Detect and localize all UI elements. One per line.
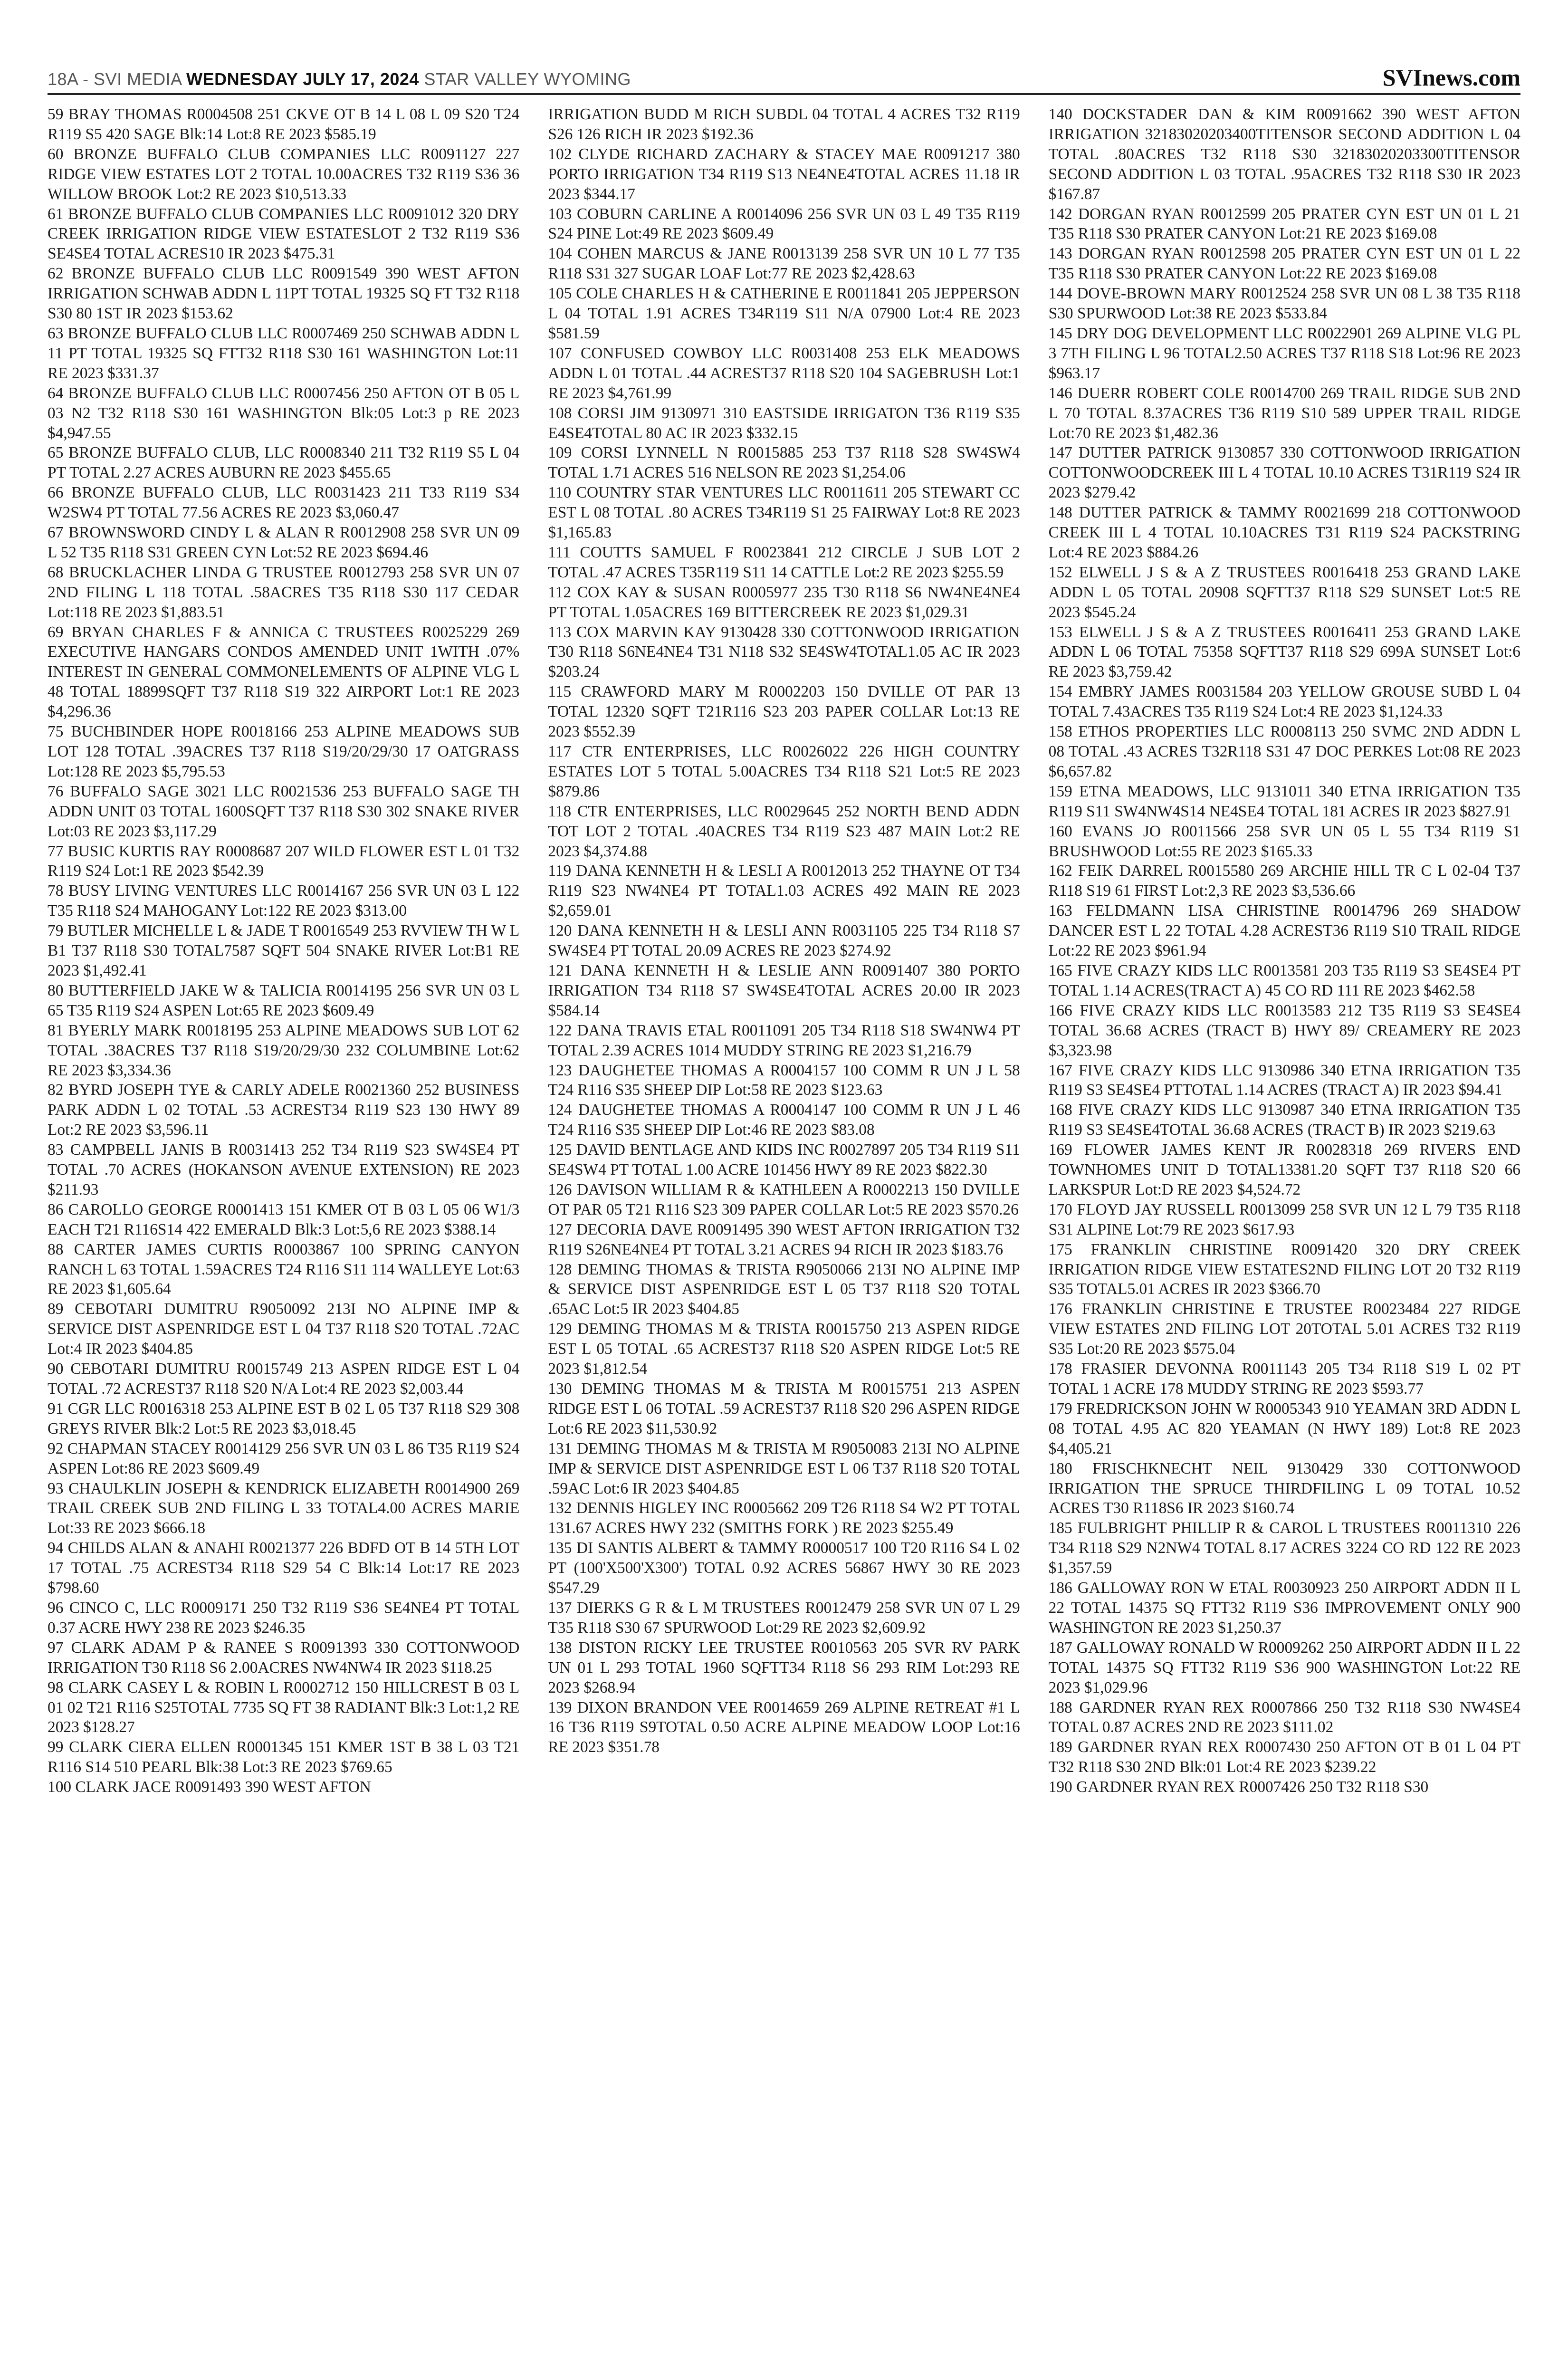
tax-list-entry: 170 FLOYD JAY RUSSELL R0013099 258 SVR UN 12 L 79 T35 R118 S31 ALPINE Lot:79 RE 2023 $617.93: [1048, 1200, 1520, 1238]
tax-list-entry: 153 ELWELL J S & A Z TRUSTEES R0016411 253 GRAND LAKE ADDN L 06 TOTAL 75358 SQFTT37 R118 S29 699A SUNSET Lot:6 RE 2023 $3,759.42: [1048, 623, 1520, 681]
tax-list-entry: 185 FULBRIGHT PHILLIP R & CAROL L TRUSTEES R0011310 226 T34 R118 S29 N2NW4 TOTAL 8.17 ACRES 3224 CO RD 122 RE 2023 $1,357.59: [1048, 1519, 1520, 1577]
tax-list-entry: 139 DIXON BRANDON VEE R0014659 269 ALPINE RETREAT #1 L 16 T36 R119 S9TOTAL 0.50 ACRE ALPINE MEADOW LOOP Lot:16 RE 2023 $351.78: [548, 1698, 1020, 1756]
header-date: WEDNESDAY JULY 17, 2024: [186, 69, 419, 89]
tax-list-entry: 165 FIVE CRAZY KIDS LLC R0013581 203 T35 R119 S3 SE4SE4 PT TOTAL 1.14 ACRES(TRACT A) 45 CO RD 111 RE 2023 $462.58: [1048, 961, 1520, 999]
tax-list-entry: 107 CONFUSED COWBOY LLC R0031408 253 ELK MEADOWS ADDN L 01 TOTAL .44 ACREST37 R118 S20 104 SAGEBRUSH Lot:1 RE 2023 $4,761.99: [548, 344, 1020, 402]
column-2: [548, 105, 1020, 2376]
tax-list-entry: 76 BUFFALO SAGE 3021 LLC R0021536 253 BUFFALO SAGE TH ADDN UNIT 03 TOTAL 1600SQFT T37 R118 S30 302 SNAKE RIVER Lot:03 RE 2023 $3,117.29: [48, 782, 520, 840]
tax-list-entry: 64 BRONZE BUFFALO CLUB LLC R0007456 250 AFTON OT B 05 L 03 N2 T32 R118 S30 161 WASHINGTON Blk:05 Lot:3 p RE 2023 $4,947.55: [48, 384, 520, 442]
header-location: STAR VALLEY WYOMING: [424, 69, 631, 89]
page-header: [48, 66, 1520, 95]
tax-list-entry: 90 CEBOTARI DUMITRU R0015749 213 ASPEN RIDGE EST L 04 TOTAL .72 ACREST37 R118 S20 N/A Lot:4 RE 2023 $2,003.44: [48, 1360, 520, 1398]
tax-list-entry: 179 FREDRICKSON JOHN W R0005343 910 YEAMAN 3RD ADDN L 08 TOTAL 4.95 AC 820 YEAMAN (N HWY 189) Lot:8 RE 2023 $4,405.21: [1048, 1399, 1520, 1457]
tax-list-entry: 68 BRUCKLACHER LINDA G TRUSTEE R0012793 258 SVR UN 07 2ND FILING L 118 TOTAL .58ACRES T35 R118 S30 117 CEDAR Lot:118 RE 2023 $1,883.51: [48, 563, 520, 621]
tax-list-entry: 115 CRAWFORD MARY M R0002203 150 DVILLE OT PAR 13 TOTAL 12320 SQFT T21R116 S23 203 PAPER COLLAR Lot:13 RE 2023 $552.39: [548, 683, 1020, 741]
tax-list-entry: 98 CLARK CASEY L & ROBIN L R0002712 150 HILLCREST B 03 L 01 02 T21 R116 S25TOTAL 7735 SQ FT 38 RADIANT Blk:3 Lot:1,2 RE 2023 $128.27: [48, 1678, 520, 1736]
tax-list-entry: 180 FRISCHKNECHT NEIL 9130429 330 COTTONWOOD IRRIGATION THE SPRUCE THIRDFILING L 09 TOTAL 10.52 ACRES T30 R118S6 IR 2023 $160.74: [1048, 1459, 1520, 1517]
tax-list-entry: 188 GARDNER RYAN REX R0007866 250 T32 R118 S30 NW4SE4 TOTAL 0.87 ACRES 2ND RE 2023 $111.02: [1048, 1698, 1520, 1736]
tax-list-entry: 168 FIVE CRAZY KIDS LLC 9130987 340 ETNA IRRIGATION T35 R119 S3 SE4SE4TOTAL 36.68 ACRES (TRACT B) IR 2023 $219.63: [1048, 1101, 1520, 1139]
tax-list-entry: 130 DEMING THOMAS M & TRISTA M R0015751 213 ASPEN RIDGE EST L 06 TOTAL .59 ACREST37 R118 S20 296 ASPEN RIDGE Lot:6 RE 2023 $11,530.92: [548, 1380, 1020, 1437]
tax-list-entry: 140 DOCKSTADER DAN & KIM R0091662 390 WEST AFTON IRRIGATION 32183020203400TITENSOR SECOND ADDITION L 04 TOTAL .80ACRES T32 R118 S30 32183020203300TITENSOR SECOND ADDITION L 03 TOTAL .95ACRES T32 R118 S30 IR 2023 $167.87: [1048, 105, 1520, 203]
tax-list-entry: 77 BUSIC KURTIS RAY R0008687 207 WILD FLOWER EST L 01 T32 R119 S24 Lot:1 RE 2023 $542.39: [48, 842, 520, 880]
tax-list-entry: 144 DOVE-BROWN MARY R0012524 258 SVR UN 08 L 38 T35 R118 S30 SPURWOOD Lot:38 RE 2023 $533.84: [1048, 285, 1520, 323]
column-3: [1049, 105, 1520, 2376]
tax-list-entry: 112 COX KAY & SUSAN R0005977 235 T30 R118 S6 NW4NE4NE4 PT TOTAL 1.05ACRES 169 BITTERCREEK RE 2023 $1,029.31: [548, 583, 1020, 621]
tax-list-entry: 81 BYERLY MARK R0018195 253 ALPINE MEADOWS SUB LOT 62 TOTAL .38ACRES T37 R118 S19/20/29/30 232 COLUMBINE Lot:62 RE 2023 $3,334.36: [48, 1021, 520, 1079]
tax-list-entry: 109 CORSI LYNNELL N R0015885 253 T37 R118 S28 SW4SW4 TOTAL 1.71 ACRES 516 NELSON RE 2023 $1,254.06: [548, 444, 1020, 482]
tax-list-entry: 167 FIVE CRAZY KIDS LLC 9130986 340 ETNA IRRIGATION T35 R119 S3 SE4SE4 PTTOTAL 1.14 ACRES (TRACT A) IR 2023 $94.41: [1048, 1061, 1520, 1099]
tax-list-entry: 138 DISTON RICKY LEE TRUSTEE R0010563 205 SVR RV PARK UN 01 L 293 TOTAL 1960 SQFTT34 R118 S6 293 RIM Lot:293 RE 2023 $268.94: [548, 1638, 1020, 1696]
tax-list-entry: 113 COX MARVIN KAY 9130428 330 COTTONWOOD IRRIGATION T30 R118 S6NE4NE4 T31 N118 S32 SE4SW4TOTAL1.05 AC IR 2023 $203.24: [548, 623, 1020, 681]
tax-list-entry: 178 FRASIER DEVONNA R0011143 205 T34 R118 S19 L 02 PT TOTAL 1 ACRE 178 MUDDY STRING RE 2023 $593.77: [1048, 1360, 1520, 1398]
tax-list-entry: 120 DANA KENNETH H & LESLI ANN R0031105 225 T34 R118 S7 SW4SE4 PT TOTAL 20.09 ACRES RE 2023 $274.92: [548, 922, 1020, 960]
tax-list-entry: 99 CLARK CIERA ELLEN R0001345 151 KMER 1ST B 38 L 03 T21 R116 S14 510 PEARL Blk:38 Lot:3 RE 2023 $769.65: [48, 1738, 520, 1776]
tax-list-entry: 104 COHEN MARCUS & JANE R0013139 258 SVR UN 10 L 77 T35 R118 S31 327 SUGAR LOAF Lot:77 RE 2023 $2,428.63: [548, 245, 1020, 283]
tax-list-entry: 65 BRONZE BUFFALO CLUB, LLC R0008340 211 T32 R119 S5 L 04 PT TOTAL 2.27 ACRES AUBURN RE 2023 $455.65: [48, 444, 520, 482]
tax-list-entry: 186 GALLOWAY RON W ETAL R0030923 250 AIRPORT ADDN II L 22 TOTAL 14375 SQ FTT32 R119 S36 IMPROVEMENT ONLY 900 WASHINGTON RE 2023 $1,250.37: [1048, 1579, 1520, 1637]
column-1: [48, 105, 519, 2376]
tax-list-entry: 93 CHAULKLIN JOSEPH & KENDRICK ELIZABETH R0014900 269 TRAIL CREEK SUB 2ND FILING L 33 TOTAL4.00 ACRES MARIE Lot:33 RE 2023 $666.18: [48, 1479, 520, 1537]
header-site: SVInews.com: [1382, 64, 1520, 91]
tax-list-entry: 59 BRAY THOMAS R0004508 251 CKVE OT B 14 L 08 L 09 S20 T24 R119 S5 420 SAGE Blk:14 Lot:8 RE 2023 $585.19: [48, 105, 520, 143]
tax-list-entry: 100 CLARK JACE R0091493 390 WEST AFTON: [48, 1778, 371, 1796]
tax-list-entry: 137 DIERKS G R & L M TRUSTEES R0012479 258 SVR UN 07 L 29 T35 R118 S30 67 SPURWOOD Lot:29 RE 2023 $2,609.92: [548, 1599, 1020, 1637]
tax-list-entry: 119 DANA KENNETH H & LESLI A R0012013 252 THAYNE OT T34 R119 S23 NW4NE4 PT TOTAL1.03 ACRES 492 MAIN RE 2023 $2,659.01: [548, 862, 1020, 920]
tax-list-entry: 163 FELDMANN LISA CHRISTINE R0014796 269 SHADOW DANCER EST L 22 TOTAL 4.28 ACREST36 R119 S10 TRAIL RIDGE Lot:22 RE 2023 $961.94: [1048, 902, 1520, 960]
tax-list-entry: 105 COLE CHARLES H & CATHERINE E R0011841 205 JEPPERSON L 04 TOTAL 1.91 ACRES T34R119 S11 N/A 07900 Lot:4 RE 2023 $581.59: [548, 285, 1020, 342]
tax-list-entry: 82 BYRD JOSEPH TYE & CARLY ADELE R0021360 252 BUSINESS PARK ADDN L 02 TOTAL .53 ACREST34 R119 S23 130 HWY 89 Lot:2 RE 2023 $3,596.11: [48, 1081, 520, 1139]
tax-list-entry: 125 DAVID BENTLAGE AND KIDS INC R0027897 205 T34 R119 S11 SE4SW4 PT TOTAL 1.00 ACRE 101456 HWY 89 RE 2023 $822.30: [548, 1141, 1020, 1179]
tax-list-entry: 176 FRANKLIN CHRISTINE E TRUSTEE R0023484 227 RIDGE VIEW ESTATES 2ND FILING LOT 20TOTAL 5.01 ACRES T32 R119 S35 Lot:20 RE 2023 $575.04: [1048, 1300, 1520, 1358]
tax-list-entry: 97 CLARK ADAM P & RANEE S R0091393 330 COTTONWOOD IRRIGATION T30 R118 S6 2.00ACRES NW4NW4 IR 2023 $118.25: [48, 1638, 520, 1677]
tax-list-entry: 91 CGR LLC R0016318 253 ALPINE EST B 02 L 05 T37 R118 S29 308 GREYS RIVER Blk:2 Lot:5 RE 2023 $3,018.45: [48, 1399, 520, 1437]
tax-list-entry: 129 DEMING THOMAS M & TRISTA R0015750 213 ASPEN RIDGE EST L 05 TOTAL .65 ACREST37 R118 S20 ASPEN RIDGE Lot:5 RE 2023 $1,812.54: [548, 1320, 1020, 1378]
tax-list-entry: 132 DENNIS HIGLEY INC R0005662 209 T26 R118 S4 W2 PT TOTAL 131.67 ACRES HWY 232 (SMITHS FORK ) RE 2023 $255.49: [548, 1499, 1020, 1537]
tax-list-entry: 79 BUTLER MICHELLE L & JADE T R0016549 253 RVVIEW TH W L B1 T37 R118 S30 TOTAL7587 SQFT 504 SNAKE RIVER Lot:B1 RE 2023 $1,492.41: [48, 922, 520, 979]
tax-list-entry: 122 DANA TRAVIS ETAL R0011091 205 T34 R118 S18 SW4NW4 PT TOTAL 2.39 ACRES 1014 MUDDY STRING RE 2023 $1,216.79: [548, 1021, 1020, 1059]
tax-list-entry: 69 BRYAN CHARLES F & ANNICA C TRUSTEES R0025229 269 EXECUTIVE HANGARS CONDOS AMENDED UNIT 1WITH .07% INTEREST IN GENERAL COMMONELEMENTS OF ALPINE VLG L 48 TOTAL 18899SQFT T37 R118 S19 322 AIRPORT Lot:1 RE 2023 $4,296.36: [48, 623, 520, 721]
tax-list-entry: 142 DORGAN RYAN R0012599 205 PRATER CYN EST UN 01 L 21 T35 R118 S30 PRATER CANYON Lot:21 RE 2023 $169.08: [1048, 205, 1520, 243]
tax-list-entry: IRRIGATION BUDD M RICH SUBDL 04 TOTAL 4 ACRES T32 R119 S26 126 RICH IR 2023 $192.36: [548, 105, 1020, 143]
tax-list-entry: 92 CHAPMAN STACEY R0014129 256 SVR UN 03 L 86 T35 R119 S24 ASPEN Lot:86 RE 2023 $609.49: [48, 1439, 520, 1477]
tax-list-entry: 169 FLOWER JAMES KENT JR R0028318 269 RIVERS END TOWNHOMES UNIT D TOTAL13381.20 SQFT T37 R118 S20 66 LARKSPUR Lot:D RE 2023 $4,524.72: [1048, 1141, 1520, 1198]
tax-list-entry: 152 ELWELL J S & A Z TRUSTEES R0016418 253 GRAND LAKE ADDN L 05 TOTAL 20908 SQFTT37 R118 S29 SUNSET Lot:5 RE 2023 $545.24: [1048, 563, 1520, 621]
tax-list-entry: 189 GARDNER RYAN REX R0007430 250 AFTON OT B 01 L 04 PT T32 R118 S30 2ND Blk:01 Lot:4 RE 2023 $239.22: [1048, 1738, 1520, 1776]
tax-list-entry: 146 DUERR ROBERT COLE R0014700 269 TRAIL RIDGE SUB 2ND L 70 TOTAL 8.37ACRES T36 R119 S10 589 UPPER TRAIL RIDGE Lot:70 RE 2023 $1,482.36: [1048, 384, 1520, 442]
tax-list-entry: 127 DECORIA DAVE R0091495 390 WEST AFTON IRRIGATION T32 R119 S26NE4NE4 PT TOTAL 3.21 ACRES 94 RICH IR 2023 $183.76: [548, 1220, 1020, 1258]
tax-list-entry: 162 FEIK DARREL R0015580 269 ARCHIE HILL TR C L 02-04 T37 R118 S19 61 FIRST Lot:2,3 RE 2023 $3,536.66: [1048, 862, 1520, 900]
tax-list-entry: 110 COUNTRY STAR VENTURES LLC R0011611 205 STEWART CC EST L 08 TOTAL .80 ACRES T34R119 S1 25 FAIRWAY Lot:8 RE 2023 $1,165.83: [548, 484, 1020, 542]
tax-list-entry: 60 BRONZE BUFFALO CLUB COMPANIES LLC R0091127 227 RIDGE VIEW ESTATES LOT 2 TOTAL 10.00ACRES T32 R119 S36 36 WILLOW BROOK Lot:2 RE 2023 $10,513.33: [48, 145, 520, 203]
tax-list-entry: 143 DORGAN RYAN R0012598 205 PRATER CYN EST UN 01 L 22 T35 R118 S30 PRATER CANYON Lot:22 RE 2023 $169.08: [1048, 245, 1520, 283]
tax-list-entry: 160 EVANS JO R0011566 258 SVR UN 05 L 55 T34 R119 S1 BRUSHWOOD Lot:55 RE 2023 $165.33: [1048, 822, 1520, 860]
tax-list-entry: 131 DEMING THOMAS M & TRISTA M R9050083 213I NO ALPINE IMP & SERVICE DIST ASPENRIDGE EST L 06 T37 R118 S20 TOTAL .59AC Lot:6 IR 2023 $404.85: [548, 1439, 1020, 1497]
tax-list-entry: 62 BRONZE BUFFALO CLUB LLC R0091549 390 WEST AFTON IRRIGATION SCHWAB ADDN L 11PT TOTAL 19325 SQ FT T32 R118 S30 80 1ST IR 2023 $153.62: [48, 265, 520, 323]
tax-list-entry: 108 CORSI JIM 9130971 310 EASTSIDE IRRIGATON T36 R119 S35 E4SE4TOTAL 80 AC IR 2023 $332.15: [548, 404, 1020, 442]
tax-list-entry: 88 CARTER JAMES CURTIS R0003867 100 SPRING CANYON RANCH L 63 TOTAL 1.59ACRES T24 R116 S11 114 WALLEYE Lot:63 RE 2023 $1,605.64: [48, 1240, 520, 1298]
tax-list-entry: 154 EMBRY JAMES R0031584 203 YELLOW GROUSE SUBD L 04 TOTAL 7.43ACRES T35 R119 S24 Lot:4 RE 2023 $1,124.33: [1048, 683, 1520, 721]
tax-list-entry: 66 BRONZE BUFFALO CLUB, LLC R0031423 211 T33 R119 S34 W2SW4 PT TOTAL 77.56 ACRES RE 2023 $3,060.47: [48, 484, 520, 522]
header-section: 18A - SVI MEDIA: [48, 69, 182, 89]
tax-list-entry: 126 DAVISON WILLIAM R & KATHLEEN A R0002213 150 DVILLE OT PAR 05 T21 R116 S23 309 PAPER COLLAR Lot:5 RE 2023 $570.26: [548, 1180, 1020, 1218]
tax-list-entry: 190 GARDNER RYAN REX R0007426 250 T32 R118 S30: [1048, 1778, 1429, 1796]
tax-list-entry: 67 BROWNSWORD CINDY L & ALAN R R0012908 258 SVR UN 09 L 52 T35 R118 S31 GREEN CYN Lot:52 RE 2023 $694.46: [48, 524, 520, 561]
tax-list-entry: 166 FIVE CRAZY KIDS LLC R0013583 212 T35 R119 S3 SE4SE4 TOTAL 36.68 ACRES (TRACT B) HWY 89/ CREAMERY RE 2023 $3,323.98: [1048, 1001, 1520, 1059]
tax-list-entry: 121 DANA KENNETH H & LESLIE ANN R0091407 380 PORTO IRRIGATION T34 R118 S7 SW4SE4TOTAL ACRES 20.00 IR 2023 $584.14: [548, 961, 1020, 1019]
tax-list-entry: 148 DUTTER PATRICK & TAMMY R0021699 218 COTTONWOOD CREEK III L 4 TOTAL 10.10ACRES T31 R119 S24 PACKSTRING Lot:4 RE 2023 $884.26: [1048, 504, 1520, 561]
tax-list-entry: 187 GALLOWAY RONALD W R0009262 250 AIRPORT ADDN II L 22 TOTAL 14375 SQ FTT32 R119 S36 900 WASHINGTON Lot:22 RE 2023 $1,029.96: [1048, 1638, 1520, 1696]
tax-list-entry: 123 DAUGHETEE THOMAS A R0004157 100 COMM R UN J L 58 T24 R116 S35 SHEEP DIP Lot:58 RE 2023 $123.63: [548, 1061, 1020, 1099]
legal-notice-columns: [48, 105, 1520, 2376]
tax-list-entry: 96 CINCO C, LLC R0009171 250 T32 R119 S36 SE4NE4 PT TOTAL 0.37 ACRE HWY 238 RE 2023 $246.35: [48, 1599, 520, 1637]
tax-list-entry: 145 DRY DOG DEVELOPMENT LLC R0022901 269 ALPINE VLG PL 3 7TH FILING L 96 TOTAL2.50 ACRES T37 R118 S18 Lot:96 RE 2023 $963.17: [1048, 324, 1520, 382]
tax-list-entry: 147 DUTTER PATRICK 9130857 330 COTTONWOOD IRRIGATION COTTONWOODCREEK III L 4 TOTAL 10.10 ACRES T31R119 S24 IR 2023 $279.42: [1048, 444, 1520, 502]
tax-list-entry: 78 BUSY LIVING VENTURES LLC R0014167 256 SVR UN 03 L 122 T35 R118 S24 MAHOGANY Lot:122 RE 2023 $313.00: [48, 882, 520, 920]
tax-list-entry: 102 CLYDE RICHARD ZACHARY & STACEY MAE R0091217 380 PORTO IRRIGATION T34 R119 S13 NE4NE4TOTAL ACRES 11.18 IR 2023 $344.17: [548, 145, 1020, 203]
tax-list-entry: 86 CAROLLO GEORGE R0001413 151 KMER OT B 03 L 05 06 W1/3 EACH T21 R116S14 422 EMERALD Blk:3 Lot:5,6 RE 2023 $388.14: [48, 1200, 520, 1238]
tax-list-entry: 158 ETHOS PROPERTIES LLC R0008113 250 SVMC 2ND ADDN L 08 TOTAL .43 ACRES T32R118 S31 47 DOC PERKES Lot:08 RE 2023 $6,657.82: [1048, 723, 1520, 780]
tax-list-entry: 94 CHILDS ALAN & ANAHI R0021377 226 BDFD OT B 14 5TH LOT 17 TOTAL .75 ACREST34 R118 S29 54 C Blk:14 Lot:17 RE 2023 $798.60: [48, 1539, 520, 1597]
tax-list-entry: 135 DI SANTIS ALBERT & TAMMY R0000517 100 T20 R116 S4 L 02 PT (100'X500'X300') TOTAL 0.92 ACRES 56867 HWY 30 RE 2023 $547.29: [548, 1539, 1020, 1597]
header-dateline: [48, 69, 631, 89]
tax-list-entry: 175 FRANKLIN CHRISTINE R0091420 320 DRY CREEK IRRIGATION RIDGE VIEW ESTATES2ND FILING LOT 20 T32 R119 S35 TOTAL5.01 ACRES IR 2023 $366.70: [1048, 1240, 1520, 1298]
tax-list-entry: 80 BUTTERFIELD JAKE W & TALICIA R0014195 256 SVR UN 03 L 65 T35 R119 S24 ASPEN Lot:65 RE 2023 $609.49: [48, 981, 520, 1019]
tax-list-entry: 61 BRONZE BUFFALO CLUB COMPANIES LLC R0091012 320 DRY CREEK IRRIGATION RIDGE VIEW ESTATESLOT 2 T32 R119 S36 SE4SE4 TOTAL ACRES10 IR 2023 $475.31: [48, 205, 520, 263]
tax-list-entry: 124 DAUGHETEE THOMAS A R0004147 100 COMM R UN J L 46 T24 R116 S35 SHEEP DIP Lot:46 RE 2023 $83.08: [548, 1101, 1020, 1139]
tax-list-entry: 128 DEMING THOMAS & TRISTA R9050066 213I NO ALPINE IMP & SERVICE DIST ASPENRIDGE EST L 05 T37 R118 S20 TOTAL .65AC Lot:5 IR 2023 $404.85: [548, 1260, 1020, 1318]
tax-list-entry: 75 BUCHBINDER HOPE R0018166 253 ALPINE MEADOWS SUB LOT 128 TOTAL .39ACRES T37 R118 S19/20/29/30 17 OATGRASS Lot:128 RE 2023 $5,795.53: [48, 723, 520, 780]
tax-list-entry: 63 BRONZE BUFFALO CLUB LLC R0007469 250 SCHWAB ADDN L 11 PT TOTAL 19325 SQ FTT32 R118 S30 161 WASHINGTON Lot:11 RE 2023 $331.37: [48, 324, 520, 382]
tax-list-entry: 89 CEBOTARI DUMITRU R9050092 213I NO ALPINE IMP & SERVICE DIST ASPENRIDGE EST L 04 T37 R118 S20 TOTAL .72AC Lot:4 IR 2023 $404.85: [48, 1300, 520, 1358]
tax-list-entry: 103 COBURN CARLINE A R0014096 256 SVR UN 03 L 49 T35 R119 S24 PINE Lot:49 RE 2023 $609.49: [548, 205, 1020, 243]
tax-list-entry: 118 CTR ENTERPRISES, LLC R0029645 252 NORTH BEND ADDN TOT LOT 2 TOTAL .40ACRES T34 R119 S23 487 MAIN Lot:2 RE 2023 $4,374.88: [548, 802, 1020, 860]
tax-list-entry: 159 ETNA MEADOWS, LLC 9131011 340 ETNA IRRIGATION T35 R119 S11 SW4NW4S14 NE4SE4 TOTAL 181 ACRES IR 2023 $827.91: [1048, 782, 1520, 820]
tax-list-entry: 111 COUTTS SAMUEL F R0023841 212 CIRCLE J SUB LOT 2 TOTAL .47 ACRES T35R119 S11 14 CATTLE Lot:2 RE 2023 $255.59: [548, 543, 1020, 581]
tax-list-entry: 83 CAMPBELL JANIS B R0031413 252 T34 R119 S23 SW4SE4 PT TOTAL .70 ACRES (HOKANSON AVENUE EXTENSION) RE 2023 $211.93: [48, 1141, 520, 1198]
tax-list-entry: 117 CTR ENTERPRISES, LLC R0026022 226 HIGH COUNTRY ESTATES LOT 5 TOTAL 5.00ACRES T34 R118 S21 Lot:5 RE 2023 $879.86: [548, 743, 1020, 800]
